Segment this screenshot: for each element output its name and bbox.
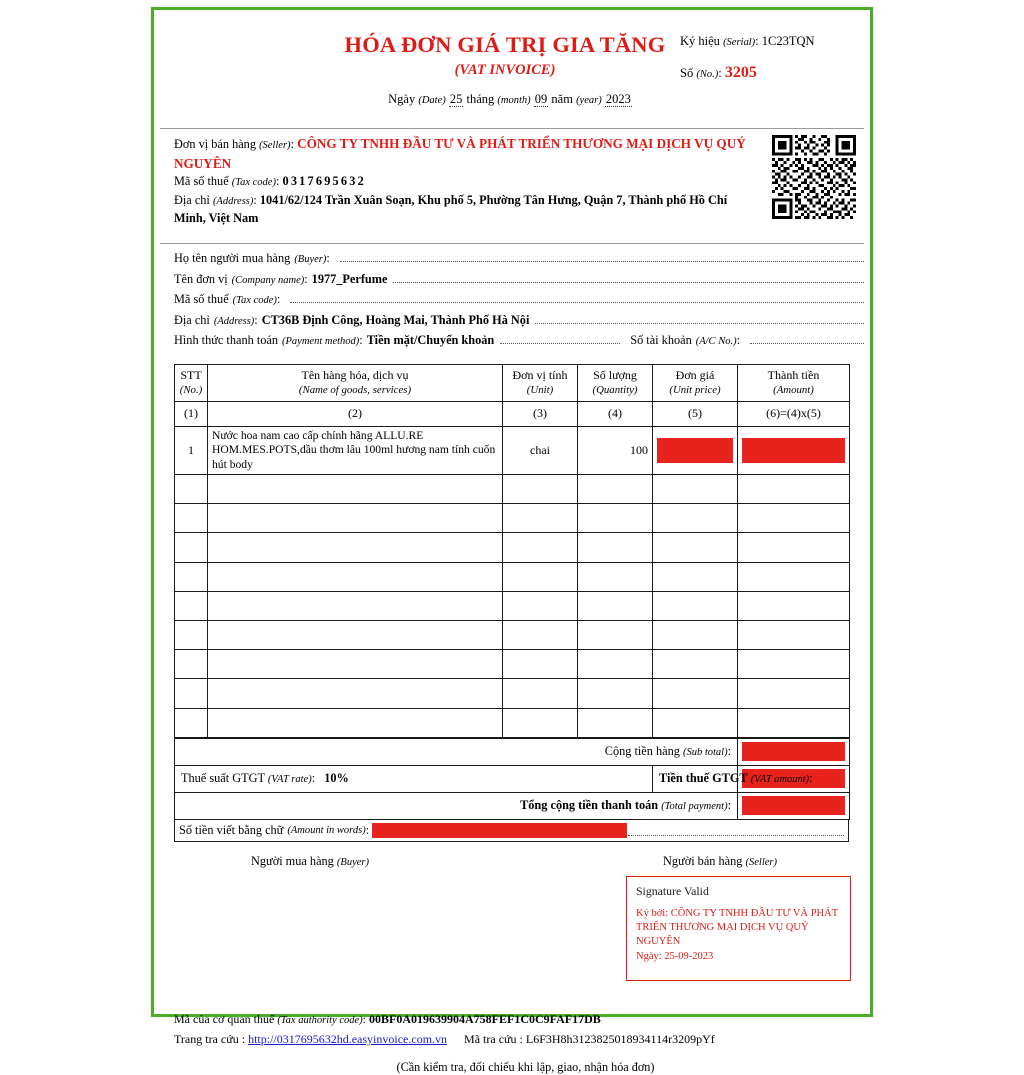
- lookup-row: [174, 1030, 864, 1048]
- cell-empty: [578, 533, 653, 562]
- cell-empty: [503, 562, 578, 591]
- subtotal-label-cell: Cộng tiền hàng (Sub total):: [175, 738, 738, 765]
- signed-date-label: Ngày:: [636, 950, 662, 962]
- invoice-number-value: 3205: [724, 64, 757, 81]
- cell-empty: [653, 679, 738, 708]
- cell-empty: [653, 475, 738, 504]
- cell-empty: [653, 708, 738, 737]
- buyer-address-row: Địa chỉ (Address) : CT36B Định Công, Hoàng Mai, Thành Phố Hà Nội: [174, 311, 864, 332]
- cell-unit-price-redaction: [657, 438, 733, 463]
- cell-empty: [653, 562, 738, 591]
- column-number-row: [175, 401, 850, 426]
- line-items-body: [175, 426, 850, 737]
- cell-empty: [175, 650, 208, 679]
- cell-empty: [503, 504, 578, 533]
- cell-empty: [208, 620, 503, 649]
- buyer-company-label: Tên đơn vị: [174, 271, 228, 286]
- date-prefix: Ngày: [388, 92, 416, 106]
- seller-sig-label-vi: Người bán hàng: [663, 853, 743, 868]
- cell-empty: [208, 650, 503, 679]
- cell-empty: [578, 679, 653, 708]
- signature-valid-text: Signature Valid: [636, 883, 709, 898]
- seller-name-value: CÔNG TY TNHH ĐẦU TƯ VÀ PHÁT TRIỂN THƯƠNG MẠI DỊCH VỤ QUÝ NGUYÊN: [174, 136, 746, 171]
- cell-empty: [653, 591, 738, 620]
- table-row-empty: [175, 504, 850, 533]
- buyer-company-value[interactable]: 1977_Perfume: [311, 271, 388, 286]
- colnum-2: (2): [208, 401, 503, 426]
- cell-empty: [175, 620, 208, 649]
- cell-empty: [738, 708, 850, 737]
- invoice-year: 2023: [605, 92, 631, 106]
- invoice-month: 09: [534, 92, 548, 106]
- invoice-day: 25: [449, 92, 463, 106]
- cell-amount: [738, 426, 850, 475]
- account-no-label-en: (A/C No.): [695, 336, 737, 347]
- seller-name-label: Đơn vị bán hàng: [174, 137, 256, 151]
- tax-authority-code-value: 00BF0A019639904A758FEF1C0C9FAF17DB: [369, 1011, 601, 1026]
- vat-amount-label: Tiền thuế GTGT: [659, 771, 748, 786]
- cell-empty: [738, 620, 850, 649]
- buyer-company-label-en: (Company name): [231, 274, 305, 286]
- buyer-taxcode-fill: [290, 290, 864, 303]
- cell-empty: [208, 504, 503, 533]
- total-redaction: [742, 796, 845, 815]
- vat-row: [175, 765, 850, 792]
- signed-by-label: Ký bởi:: [636, 907, 669, 919]
- cell-empty: [738, 533, 850, 562]
- invoice-number-line: Số (No.): 3205: [680, 64, 757, 81]
- buyer-address-label: Địa chỉ: [174, 312, 210, 327]
- cell-empty: [175, 679, 208, 708]
- account-no-fill: [750, 331, 864, 344]
- colnum-3: (3): [503, 401, 578, 426]
- cell-empty: [175, 475, 208, 504]
- seller-taxcode-label-en: (Tax code): [231, 177, 276, 188]
- page-subtitle: (VAT INVOICE): [454, 62, 556, 78]
- payment-method-label-en: (Payment method): [282, 336, 360, 347]
- cell-empty: [738, 504, 850, 533]
- vat-amount-label-en: (VAT amount): [750, 774, 810, 786]
- th-amount-vi: Thành tiền: [767, 367, 820, 382]
- tax-authority-label: Mã của cơ quan thuế: [174, 1011, 275, 1026]
- th-stt-vi: STT: [180, 367, 202, 382]
- digital-signature-box: [626, 876, 851, 981]
- subtotal-row: [175, 738, 850, 765]
- seller-taxcode-label: Mã số thuế: [174, 174, 229, 188]
- buyer-person-fill: [340, 249, 864, 262]
- cell-empty: [653, 650, 738, 679]
- th-unit: [503, 364, 578, 401]
- vat-amount-label-cell: Tiền thuế GTGT (VAT amount):: [653, 765, 738, 792]
- account-no-label: Số tài khoản: [630, 333, 692, 347]
- cell-empty: [578, 620, 653, 649]
- seller-address-label: Địa chỉ: [174, 192, 210, 207]
- invoice-footer: [174, 1010, 864, 1075]
- colnum-4: (4): [578, 401, 653, 426]
- cell-no: 1: [175, 426, 208, 475]
- line-items-table: [174, 364, 850, 738]
- table-header-row: [175, 364, 850, 401]
- total-payment-row: [175, 792, 850, 819]
- cell-empty: [503, 708, 578, 737]
- cell-name: Nước hoa nam cao cấp chính hãng ALLU.RE HOM.MES.POTS,dầu thơm lâu 100ml hương nam tính cuốn hút body: [208, 426, 503, 475]
- cell-unit: chai: [503, 426, 578, 475]
- th-amount: [738, 364, 850, 401]
- invoice-sheet: [160, 14, 864, 1074]
- table-row-empty: [175, 708, 850, 737]
- signed-by-name: CÔNG TY TNHH ĐẦU TƯ VÀ PHÁT TRIỂN THƯƠNG MẠI DỊCH VỤ QUÝ NGUYÊN: [636, 907, 838, 947]
- cell-quantity: 100: [578, 426, 653, 475]
- signature-area: [160, 854, 864, 1004]
- subtotal-value-cell: [738, 738, 850, 765]
- number-label: Số: [680, 66, 694, 80]
- table-row-empty: [175, 533, 850, 562]
- subtotal-label-en: (Sub total): [682, 747, 728, 759]
- cell-empty: [503, 650, 578, 679]
- seller-name-row: Đơn vị bán hàng (Seller): CÔNG TY TNHH ĐẦU TƯ VÀ PHÁT TRIỂN THƯƠNG MẠI DỊCH VỤ QUÝ NGUYÊN: [174, 136, 746, 171]
- cell-empty: [503, 533, 578, 562]
- footer-note: (Cần kiểm tra, đối chiếu khi lập, giao, nhận hóa đơn): [396, 1059, 655, 1074]
- cell-empty: [653, 533, 738, 562]
- buyer-company-row: Tên đơn vị (Company name) : 1977_Perfume: [174, 270, 864, 291]
- cell-empty: [208, 562, 503, 591]
- table-row-empty: [175, 679, 850, 708]
- vat-rate-cell: Thuế suất GTGT (VAT rate): 10%: [175, 765, 653, 792]
- lookup-page-label: Trang tra cứu :: [174, 1031, 246, 1046]
- table-row-empty: [175, 475, 850, 504]
- cell-empty: [738, 650, 850, 679]
- cell-empty: [503, 679, 578, 708]
- buyer-signature-label: [200, 854, 420, 869]
- cell-empty: [578, 591, 653, 620]
- buyer-person-row: Họ tên người mua hàng (Buyer) :: [174, 249, 864, 270]
- th-unit-en: (Unit): [526, 383, 554, 396]
- payment-method-value[interactable]: Tiền mặt/Chuyển khoản: [366, 333, 495, 347]
- th-name-vi: Tên hàng hóa, dịch vụ: [301, 367, 409, 382]
- vat-rate-label-en: (VAT rate): [267, 774, 312, 786]
- cell-empty: [578, 475, 653, 504]
- year-word: năm: [551, 92, 573, 106]
- cell-empty: [578, 708, 653, 737]
- table-row-empty: [175, 650, 850, 679]
- seller-address-label-en: (Address): [212, 195, 254, 207]
- amount-in-words-label-en: (Amount in words): [287, 824, 366, 836]
- month-word: tháng: [466, 92, 495, 106]
- cell-empty: [653, 504, 738, 533]
- buyer-taxcode-row: Mã số thuế (Tax code) :: [174, 290, 864, 311]
- lookup-url-link[interactable]: http://0317695632hd.easyinvoice.com.vn: [248, 1031, 448, 1046]
- th-name: [208, 364, 503, 401]
- cell-empty: [578, 504, 653, 533]
- qr-code-icon: [772, 135, 856, 219]
- buyer-taxcode-label: Mã số thuế: [174, 292, 229, 306]
- colnum-6: (6)=(4)x(5): [738, 401, 850, 426]
- signed-by-text: [636, 907, 841, 949]
- table-row-empty: [175, 620, 850, 649]
- vat-rate-label: Thuế suất GTGT: [181, 771, 265, 786]
- cell-unit-price: [653, 426, 738, 475]
- page-title: HÓA ĐƠN GIÁ TRỊ GIA TĂNG: [344, 32, 666, 57]
- subtotal-label: Cộng tiền hàng: [604, 744, 680, 759]
- payment-method-fill: [500, 331, 620, 344]
- total-value-cell: [738, 792, 850, 819]
- seller-name-label-en: (Seller): [259, 140, 291, 151]
- th-amount-en: (Amount): [773, 383, 814, 396]
- buyer-address-fill: [535, 311, 864, 324]
- buyer-taxcode-label-en: (Tax code): [232, 295, 277, 306]
- tax-authority-label-en: (Tax authority code): [277, 1014, 363, 1026]
- cell-empty: [208, 708, 503, 737]
- serial-value: 1C23TQN: [761, 34, 815, 48]
- cell-amount-redaction: [742, 438, 845, 463]
- table-row-empty: [175, 562, 850, 591]
- serial-label-en: (Serial): [723, 37, 756, 48]
- buyer-sig-label-vi: Người mua hàng: [251, 853, 334, 868]
- cell-empty: [578, 650, 653, 679]
- cell-empty: [653, 620, 738, 649]
- seller-address-value: 1041/62/124 Trần Xuân Soạn, Khu phố 5, Phường Tân Hưng, Quận 7, Thành phố Hồ Chí Minh, Việt Nam: [174, 192, 728, 225]
- subtotal-redaction: [742, 742, 845, 761]
- invoice-header: [160, 14, 864, 126]
- cell-empty: [738, 591, 850, 620]
- cell-empty: [503, 591, 578, 620]
- total-label-cell: Tổng cộng tiền thanh toán (Total payment):: [175, 792, 738, 819]
- buyer-person-label: Họ tên người mua hàng: [174, 251, 291, 265]
- amount-in-words-redaction: [372, 823, 627, 838]
- cell-empty: [175, 533, 208, 562]
- cell-empty: [175, 591, 208, 620]
- buyer-company-fill: [393, 270, 864, 283]
- colnum-1: (1): [175, 401, 208, 426]
- th-stt-en: (No.): [179, 383, 203, 396]
- cell-empty: [503, 620, 578, 649]
- number-label-en: (No.): [696, 69, 719, 80]
- seller-signature-label: [610, 854, 830, 869]
- amount-in-words-label: Số tiền viết bằng chữ: [179, 822, 284, 837]
- total-label: Tổng cộng tiền thanh toán: [520, 798, 659, 813]
- buyer-sig-label-en: (Buyer): [336, 856, 369, 868]
- seller-taxcode-row: Mã số thuế (Tax code): 0317695632: [174, 174, 366, 188]
- th-name-en: (Name of goods, services): [298, 383, 412, 396]
- tax-authority-code-row: Mã của cơ quan thuế (Tax authority code): 00BF0A019639904A758FEF1C0C9FAF17DB: [174, 1011, 601, 1026]
- th-unit-price-vi: Đơn giá: [675, 367, 715, 382]
- signed-date-value: 25-09-2023: [664, 950, 714, 962]
- cell-empty: [208, 533, 503, 562]
- vat-rate-value: 10%: [324, 771, 349, 786]
- seller-taxcode-value: 0317695632: [282, 174, 366, 188]
- month-word-en: (month): [497, 95, 531, 106]
- cell-empty: [738, 562, 850, 591]
- lookup-code-label: Mã tra cứu :: [464, 1031, 523, 1046]
- cell-empty: [738, 475, 850, 504]
- cell-empty: [175, 504, 208, 533]
- invoice-date-line: [310, 92, 710, 107]
- serial-label: Ký hiệu: [680, 34, 720, 48]
- cell-empty: [208, 475, 503, 504]
- th-quantity: [578, 364, 653, 401]
- cell-empty: [738, 679, 850, 708]
- totals-table: [174, 738, 850, 820]
- table-row: [175, 426, 850, 475]
- buyer-payment-row: Hình thức thanh toán (Payment method) : Tiền mặt/Chuyển khoản Số tài khoản (A/C No.) :: [174, 331, 864, 352]
- th-unit-vi: Đơn vị tính: [512, 367, 568, 382]
- cell-empty: [175, 708, 208, 737]
- buyer-section: [160, 243, 864, 356]
- buyer-address-value[interactable]: CT36B Định Công, Hoàng Mai, Thành Phố Hà Nội: [261, 312, 530, 327]
- buyer-person-label-en: (Buyer): [294, 254, 327, 265]
- cell-empty: [208, 679, 503, 708]
- seller-section: [160, 128, 864, 243]
- cell-empty: [175, 562, 208, 591]
- cell-empty: [503, 475, 578, 504]
- cell-empty: [208, 591, 503, 620]
- cell-empty: [578, 562, 653, 591]
- signed-date-text: [636, 951, 841, 962]
- seller-address-row: Địa chỉ (Address): 1041/62/124 Trần Xuân Soạn, Khu phố 5, Phường Tân Hưng, Quận 7, Thành phố Hồ Chí Minh, Việt Nam: [174, 192, 728, 225]
- payment-method-label: Hình thức thanh toán: [174, 333, 278, 347]
- buyer-address-label-en: (Address): [213, 315, 255, 327]
- th-unit-price: [653, 364, 738, 401]
- th-quantity-en: (Quantity): [592, 383, 638, 396]
- total-label-en: (Total payment): [661, 801, 728, 813]
- colnum-5: (5): [653, 401, 738, 426]
- th-stt: [175, 364, 208, 401]
- seller-sig-label-en: (Seller): [745, 856, 777, 868]
- th-unit-price-en: (Unit price): [669, 383, 721, 396]
- year-word-en: (year): [576, 95, 602, 106]
- amount-in-words-fill: [628, 824, 844, 836]
- th-quantity-vi: Số lượng: [593, 367, 637, 382]
- table-row-empty: [175, 591, 850, 620]
- amount-in-words-row: Số tiền viết bằng chữ (Amount in words) :: [174, 820, 849, 842]
- date-prefix-en: (Date): [418, 95, 446, 106]
- serial-line: Ký hiệu (Serial): 1C23TQN: [680, 34, 815, 48]
- lookup-code-value: L6F3H8h3123825018934114r3209pYf: [525, 1031, 715, 1046]
